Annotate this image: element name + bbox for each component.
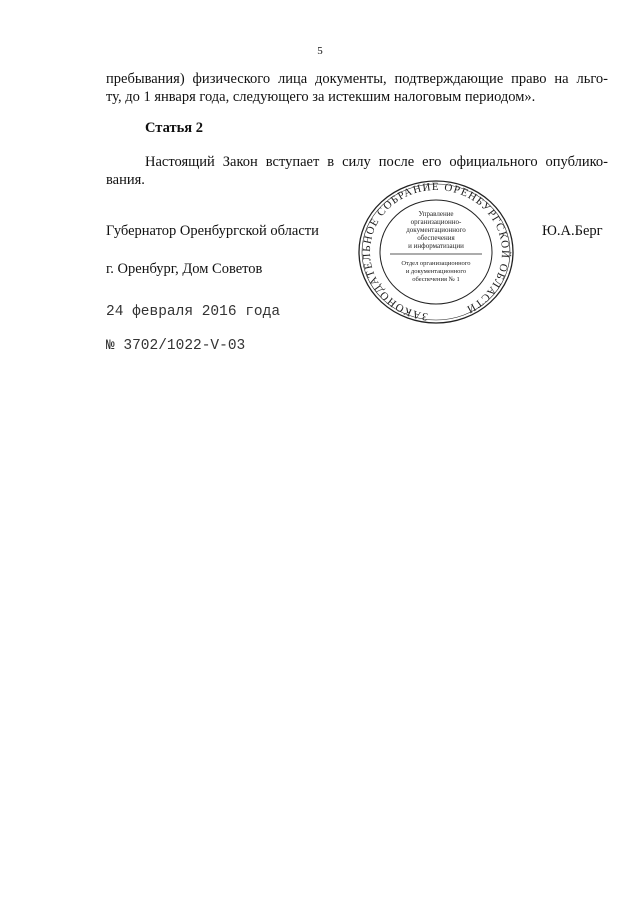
law-number: № 3702/1022-V-03 [106, 338, 246, 354]
stamp-inner-line-2: организационно- [410, 218, 462, 226]
signatory-name: Ю.А.Берг [542, 223, 603, 239]
article-line-2: вания. [106, 172, 145, 188]
signatory-position: Губернатор Оренбургской области [106, 223, 319, 239]
stamp-inner-line-5: и информатизации [408, 242, 464, 250]
article-line-1: Настоящий Закон вступает в силу после его официального опублико- [145, 154, 608, 170]
signing-place: г. Оренбург, Дом Советов [106, 261, 263, 277]
stamp-lower-line-2: и документационного [405, 268, 467, 275]
stamp-lower-line-1: Отдел организационного [401, 260, 471, 267]
stamp-outer-circle [359, 181, 513, 323]
stamp-seal [356, 178, 516, 326]
stamp-ring-text: ЗАКОНОДАТЕЛЬНОЕ СОБРАНИЕ ОРЕНБУРГСКОЙ ОБЛАСТИ [360, 180, 512, 323]
page-number: 5 [317, 45, 323, 57]
stamp-inner-line-1: Управление [418, 210, 454, 218]
article-heading: Статья 2 [145, 120, 203, 136]
continuation-line-1: пребывания) физического лица документы, подтверждающие право на льго- [106, 71, 608, 87]
continuation-line-2: ту, до 1 января года, следующего за истекшим налоговым периодом». [106, 89, 536, 105]
stamp-lower-line-3: обеспечения № 1 [412, 276, 460, 283]
stamp-inner-line-3: документационного [406, 226, 466, 234]
stamp-inner-line-4: обеспечения [417, 234, 455, 242]
official-stamp [356, 178, 516, 326]
signing-date: 24 февраля 2016 года [106, 304, 281, 320]
continuation-paragraph [106, 70, 608, 106]
